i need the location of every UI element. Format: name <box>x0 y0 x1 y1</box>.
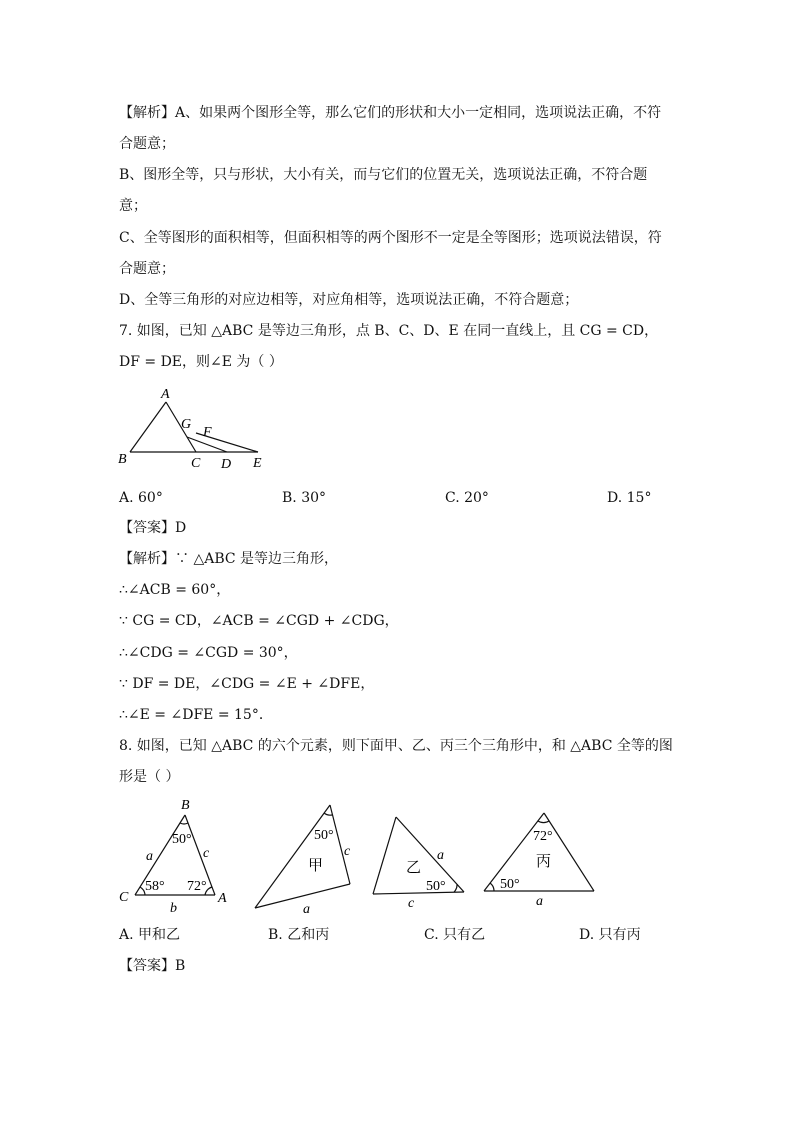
q7-label-G: G <box>181 417 192 432</box>
abc-side-a: a <box>146 849 153 864</box>
q7-solution-line-3: ∵ CG = CD，∠ACB = ∠CGD + ∠CDG， <box>119 613 399 629</box>
q8-stem-line-1: 8. 如图，已知 △ABC 的六个元素，则下面甲、乙、丙三个三角形中，和 △ABC 全等的图 <box>119 738 673 754</box>
jia-side-a: a <box>303 902 310 917</box>
bing-name: 丙 <box>536 854 552 870</box>
q8-triangle-abc <box>115 792 235 917</box>
analysis-line-7: D、全等三角形的对应边相等，对应角相等，选项说法正确，不符合题意； <box>119 292 579 308</box>
q7-label-C: C <box>191 456 201 471</box>
q8-stem-line-2: 形是（ ） <box>119 769 180 785</box>
yi-angle: 50° <box>426 879 446 894</box>
q7-solution-line-2: ∴∠ACB = 60°， <box>119 582 231 598</box>
analysis-line-3: B、图形全等，只与形状，大小有关，而与它们的位置无关，选项说法正确，不符合题 <box>119 167 648 183</box>
q7-label-A: A <box>161 387 170 402</box>
abc-angle-c: 58° <box>145 879 165 894</box>
abc-label-B: B <box>181 798 190 813</box>
q7-figure <box>110 380 280 475</box>
q7-stem-line-2: DF = DE，则∠E 为（ ） <box>119 354 283 370</box>
q7-option-a: A. 60° <box>119 490 163 506</box>
q7-label-E: E <box>253 456 262 471</box>
bing-angle-50: 50° <box>500 877 520 892</box>
yi-side-c: c <box>408 896 415 910</box>
yi-side-a: a <box>437 848 444 863</box>
q8-option-a: A. 甲和乙 <box>119 927 181 943</box>
abc-label-C: C <box>119 890 129 905</box>
jia-name: 甲 <box>308 858 324 874</box>
jia-side-c: c <box>344 844 351 859</box>
q7-label-F: F <box>203 425 212 440</box>
q7-option-d: D. 15° <box>607 490 652 506</box>
jia-angle: 50° <box>314 828 334 843</box>
bing-side-a: a <box>536 894 543 908</box>
q7-stem-line-1: 7. 如图，已知 △ABC 是等边三角形，点 B、C、D、E 在同一直线上，且 CG = CD， <box>119 323 659 339</box>
q8-option-d: D. 只有丙 <box>579 927 641 943</box>
q7-option-b: B. 30° <box>282 490 327 506</box>
q7-label-D: D <box>221 457 232 472</box>
q7-solution-line-1: 【解析】∵ △ABC 是等边三角形， <box>119 551 339 567</box>
yi-name: 乙 <box>406 860 422 876</box>
analysis-line-2: 合题意； <box>119 136 175 152</box>
q7-solution-line-4: ∴∠CDG = ∠CGD = 30°， <box>119 645 298 661</box>
q7-option-c: C. 20° <box>445 490 489 506</box>
q8-triangle-yi <box>368 810 478 910</box>
q8-answer: 【答案】B <box>119 958 186 974</box>
q7-solution-line-5: ∵ DF = DE，∠CDG = ∠E + ∠DFE， <box>119 676 375 692</box>
analysis-line-5: C、全等图形的面积相等，但面积相等的两个图形不一定是全等图形；选项说法错误，符 <box>119 230 662 246</box>
q7-solution-line-6: ∴∠E = ∠DFE = 15°． <box>119 707 273 723</box>
bing-angle-72: 72° <box>533 829 553 844</box>
q8-triangle-bing <box>478 808 603 908</box>
analysis-line-4: 意； <box>119 198 147 214</box>
abc-side-c: c <box>203 846 210 861</box>
analysis-line-6: 合题意； <box>119 261 175 277</box>
abc-angle-a: 72° <box>187 879 207 894</box>
q8-triangle-jia <box>248 798 368 918</box>
abc-label-A: A <box>218 891 227 906</box>
q8-option-c: C. 只有乙 <box>424 927 486 943</box>
analysis-line-1: 【解析】A、如果两个图形全等，那么它们的形状和大小一定相同，选项说法正确，不符 <box>119 105 662 121</box>
abc-angle-b: 50° <box>172 832 192 847</box>
q8-option-b: B. 乙和丙 <box>268 927 330 943</box>
q7-answer: 【答案】D <box>119 520 187 536</box>
abc-side-b: b <box>170 901 177 916</box>
q7-label-B: B <box>118 452 127 467</box>
